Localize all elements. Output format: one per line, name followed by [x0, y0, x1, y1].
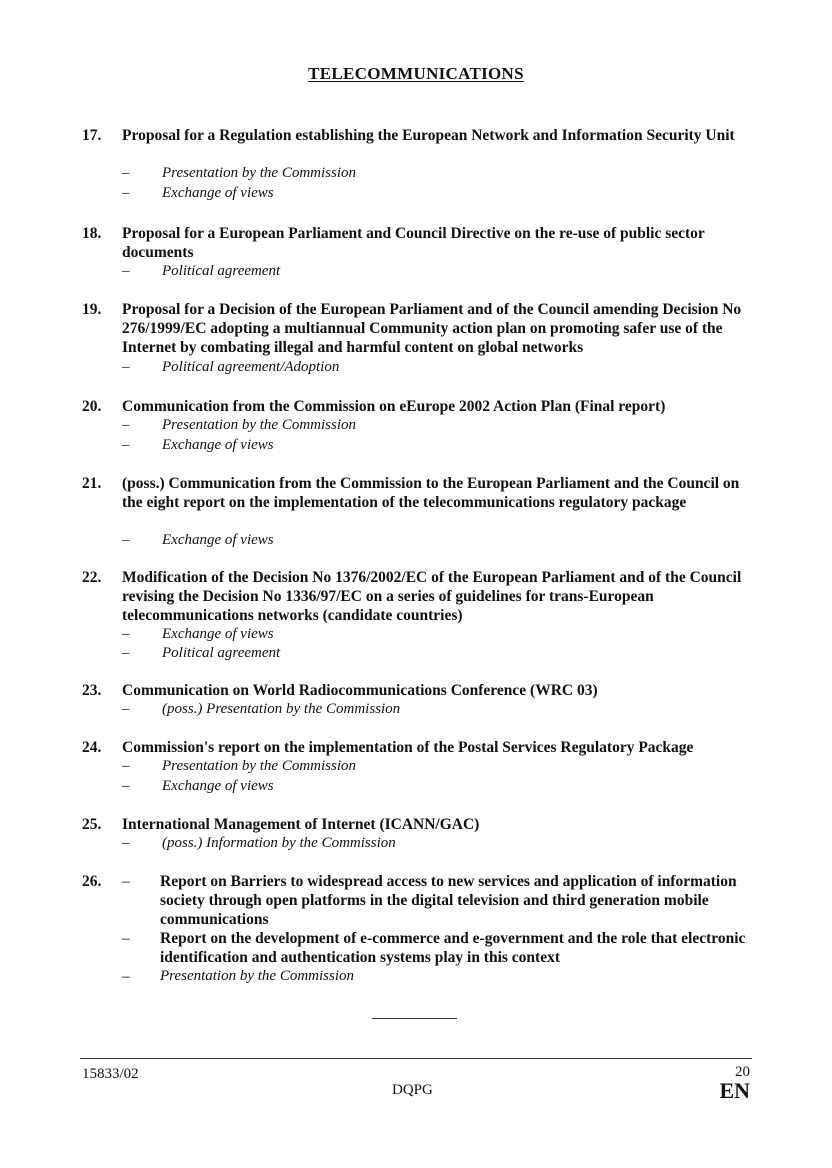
item-number: 18. — [82, 225, 102, 242]
item-heading: (poss.) Communication from the Commission to the European Parliament and the Council on the eight report on the implementation of the telecommunications regulatory package — [122, 475, 740, 511]
item-number: 24. — [82, 739, 102, 756]
item-number: 20. — [82, 398, 102, 415]
item-number: 25. — [82, 816, 102, 833]
item-number: 21. — [82, 475, 102, 492]
department-code: DQPG — [392, 1082, 433, 1098]
document-number: 15833/02 — [82, 1066, 139, 1082]
item-number: 17. — [82, 127, 102, 144]
item-number: 26. — [82, 873, 102, 890]
item-heading: Proposal for a Regulation establishing the European Network and Information Security Unit — [122, 127, 735, 144]
item-number: 23. — [82, 682, 102, 699]
page-number: 20 — [735, 1064, 750, 1080]
item-number: 22. — [82, 569, 102, 586]
item-heading: Modification of the Decision No 1376/2002/EC of the European Parliament and of the Council revising the Decision No 1336/97/EC on a series of guidelines for trans-European telecommunications networks (candidate countries) — [122, 569, 742, 624]
document-page: TELECOMMUNICATIONS 17. Proposal for a Regulation establishing the European Network and Information Security Unit – Presentation by the Commission – Exchange of views 18. Proposal for a European Parliament and Council Directive on the re-use of public sector documents – Political agreement 19. Proposal for a Decision of the European Parliament and of the Council amending Decision No 276/1999/EC adopting a multiannual Community action plan on promoting safer use of the Internet by combating illegal and harmful content on global networks – Political agreement/Adoption 20. Communication from the Commission on eEurope 2002 Action Plan (Final report) – Presentation by the Commission – Exchange of views 21. (poss.) Communication from the Commission to the European Parliament and the Council on the eight report on the implementation of the telecommunications regulatory package – Exchange of views 22. Modification of the Decision No 1376/2002/EC of the European Parliament and of the Council revising the Decision No 1336/97/EC on a series of guidelines for trans-European telecommunications networks (candidate countries) – Exchange of views – Political agreement 23. Communication on World Radiocommunications Conference (WRC 03) – (poss.) Presentation by the Commission 24. Commission's report on the implementation of the Postal Services Regulatory Package – Presentation by the Commission – Exchange of views 25. International Management of Internet (ICANN/GAC) – (poss.) Information by the Commission 26. – Report on Barriers to widespread access to new services and application of information society through open platforms in the digital television and third generation mobile communications – Report on the development of e-commerce and e-government and the role that electronic identification and authentication systems play in this context – Presentation by the Commission 15833/02 20 DQPG EN — [0, 0, 832, 1168]
item-heading: International Management of Internet (ICANN/GAC) — [122, 816, 480, 833]
item-heading: Commission's report on the implementation of the Postal Services Regulatory Package — [122, 739, 694, 756]
page-title: TELECOMMUNICATIONS — [308, 64, 524, 83]
item-heading: Communication on World Radiocommunications Conference (WRC 03) — [122, 682, 598, 699]
item-number: 19. — [82, 301, 102, 318]
section-end-rule — [372, 1018, 457, 1019]
item-heading: Proposal for a Decision of the European Parliament and of the Council amending Decision No 276/1999/EC adopting a multiannual Community action plan on promoting safer use of the Internet by combating illegal and harmful content on global networks — [122, 301, 742, 356]
item-heading: Proposal for a European Parliament and Council Directive on the re-use of public sector documents — [122, 225, 705, 261]
footer-rule — [80, 1058, 752, 1059]
item-heading: Communication from the Commission on eEurope 2002 Action Plan (Final report) — [122, 398, 666, 415]
language-code: EN — [719, 1078, 750, 1103]
